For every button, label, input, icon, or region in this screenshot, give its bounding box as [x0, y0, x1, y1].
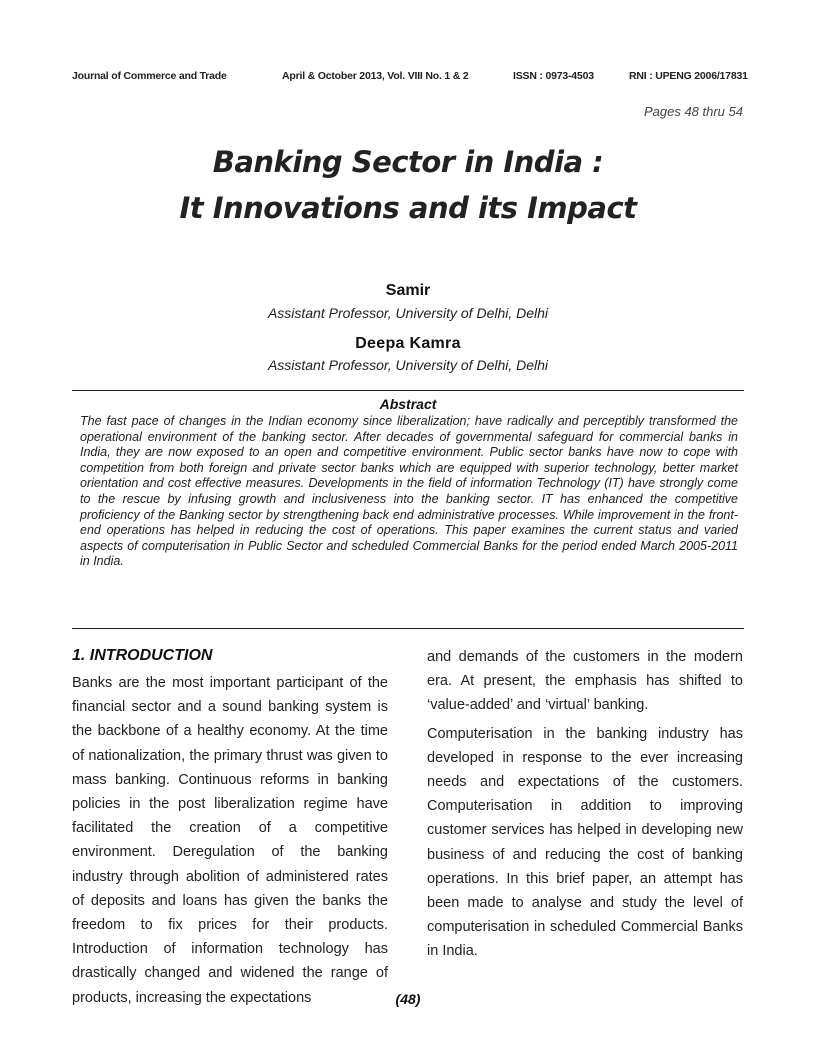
journal-name: Journal of Commerce and Trade [72, 70, 227, 82]
page-range: Pages 48 thru 54 [643, 104, 743, 119]
abstract-text: The fast pace of changes in the Indian economy since liberalization; have radically and perceptibly transformed the operational environment of the banking sector. After decades of governmental safeguard for commercial banks in India, they are now exposed to an open and competitive environment. Public sector banks have now to cope with competition from both foreign and private sector banks which are equipped with superior technology, better market orientation and cost effective measures. Developments in the field of information Technology (IT) have strongly come to the rescue by infusing growth and inclusiveness into the banking sector. IT has enhanced the competitive proficiency of the Banking sector by strengthening back end administrative processes. While improvement in the front-end operations has helped in reducing the cost of operations. This paper examines the current status and varied aspects of computerisation in Public Sector and scheduled Commercial Banks for the period ended March 2005-2011 in India. [80, 414, 738, 569]
abstract-heading: Abstract [379, 396, 437, 412]
author-name-1: Samir [385, 282, 431, 299]
abstract-top-rule [72, 390, 744, 391]
issn: ISSN : 0973-4503 [513, 70, 594, 82]
author-affiliation-1: Assistant Professor, University of Delhi, Delhi [267, 305, 549, 321]
intro-paragraph-1: Banks are the most important participant of the financial sector and a sound banking system is the backbone of a healthy economy. At the time of nationalization, the primary thrust was given to mass banking. Continuous reforms in banking policies in the post liberalization regime have facilitated the creation of a competitive environment. Deregulation of the banking industry through abolition of administered rates of deposits and loans has given the banks the freedom to fix prices for their products. Introduction of information technology has drastically changed and widened the range of products, increasing the expectations [72, 675, 388, 1006]
section-heading-introduction: 1. INTRODUCTION [72, 647, 213, 664]
left-column [72, 645, 388, 1010]
right-column [427, 645, 743, 964]
intro-paragraph-continued: and demands of the customers in the modern era. At present, the emphasis has shifted to ‘value-added’ and ‘virtual’ banking. [427, 649, 743, 714]
intro-paragraph-2: Computerisation in the banking industry has developed in response to the ever increasing needs and expectations of the customers. Computerisation in addition to improving customer services has helped in developing new business of and reducing the cost of banking operations. In this brief paper, an attempt has been made to analyse and study the level of computerisation in scheduled Commercial Banks in India. [427, 725, 743, 960]
rni-number: RNI : UPENG 2006/17831 [629, 70, 748, 82]
title-line-2: It Innovations and its Impact [179, 191, 637, 225]
abstract-bottom-rule [72, 628, 744, 629]
running-head [72, 70, 748, 86]
author-name-2: Deepa Kamra [355, 335, 461, 352]
title-line-1: Banking Sector in India : [212, 145, 604, 179]
paper-title [0, 139, 816, 231]
issue-info: April & October 2013, Vol. VIII No. 1 & 2 [282, 70, 469, 82]
author-affiliation-2: Assistant Professor, University of Delhi, Delhi [267, 357, 549, 373]
page-number: (48) [395, 991, 421, 1007]
